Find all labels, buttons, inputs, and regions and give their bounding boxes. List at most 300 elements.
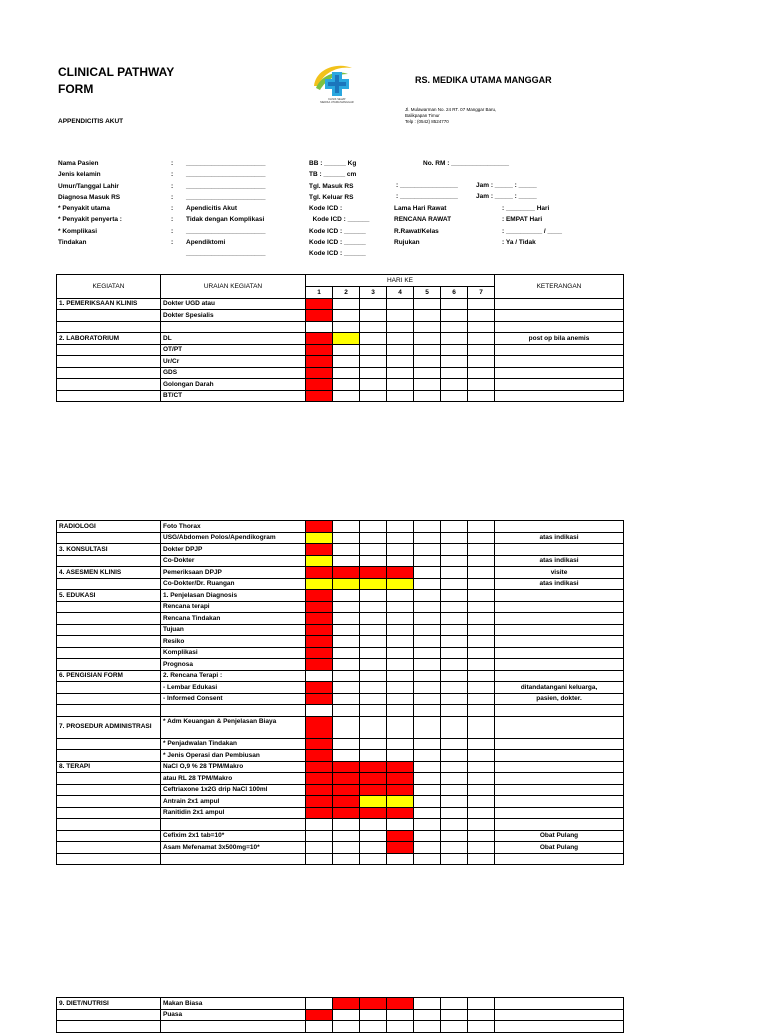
day-1-cell[interactable] bbox=[306, 544, 333, 556]
day-6-cell[interactable] bbox=[441, 390, 468, 402]
day-5-cell[interactable] bbox=[414, 784, 441, 796]
day-4-cell[interactable] bbox=[387, 819, 414, 831]
day-1-cell[interactable] bbox=[306, 379, 333, 391]
day-7-cell[interactable] bbox=[468, 773, 495, 785]
day-6-cell[interactable] bbox=[441, 544, 468, 556]
day-1-cell[interactable] bbox=[306, 567, 333, 579]
day-7-cell[interactable] bbox=[468, 390, 495, 402]
day-2-cell[interactable] bbox=[333, 636, 360, 648]
day-2-cell[interactable] bbox=[333, 532, 360, 544]
day-4-cell[interactable] bbox=[387, 842, 414, 854]
day-4-cell[interactable] bbox=[387, 807, 414, 819]
day-1-cell[interactable] bbox=[306, 682, 333, 694]
day-3-cell[interactable] bbox=[360, 1021, 387, 1033]
day-3-cell[interactable] bbox=[360, 853, 387, 865]
day-5-cell[interactable] bbox=[414, 1009, 441, 1021]
patient-field[interactable]: Kode ICD : ______ bbox=[309, 227, 366, 235]
day-3-cell[interactable] bbox=[360, 784, 387, 796]
patient-value[interactable]: ______________________ bbox=[186, 227, 266, 235]
day-3-cell[interactable] bbox=[360, 796, 387, 808]
day-2-cell[interactable] bbox=[333, 1009, 360, 1021]
day-7-cell[interactable] bbox=[468, 830, 495, 842]
day-4-cell[interactable] bbox=[387, 636, 414, 648]
day-4-cell[interactable] bbox=[387, 784, 414, 796]
day-3-cell[interactable] bbox=[360, 356, 387, 368]
day-1-cell[interactable] bbox=[306, 624, 333, 636]
day-6-cell[interactable] bbox=[441, 738, 468, 750]
day-5-cell[interactable] bbox=[414, 716, 441, 738]
day-5-cell[interactable] bbox=[414, 659, 441, 671]
day-7-cell[interactable] bbox=[468, 682, 495, 694]
day-7-cell[interactable] bbox=[468, 532, 495, 544]
day-5-cell[interactable] bbox=[414, 796, 441, 808]
day-6-cell[interactable] bbox=[441, 807, 468, 819]
day-5-cell[interactable] bbox=[414, 624, 441, 636]
day-4-cell[interactable] bbox=[387, 647, 414, 659]
day-5-cell[interactable] bbox=[414, 590, 441, 602]
day-5-cell[interactable] bbox=[414, 682, 441, 694]
patient-field[interactable]: Kode ICD : ______ bbox=[309, 250, 366, 258]
day-6-cell[interactable] bbox=[441, 853, 468, 865]
day-1-cell[interactable] bbox=[306, 555, 333, 567]
patient-field[interactable]: Tgl. Keluar RS bbox=[309, 193, 354, 201]
day-6-cell[interactable] bbox=[441, 333, 468, 345]
day-3-cell[interactable] bbox=[360, 670, 387, 682]
day-6-cell[interactable] bbox=[441, 750, 468, 762]
day-3-cell[interactable] bbox=[360, 636, 387, 648]
day-5-cell[interactable] bbox=[414, 356, 441, 368]
day-6-cell[interactable] bbox=[441, 682, 468, 694]
day-3-cell[interactable] bbox=[360, 682, 387, 694]
patient-value[interactable]: ______________________ bbox=[186, 193, 266, 201]
day-2-cell[interactable] bbox=[333, 693, 360, 705]
day-2-cell[interactable] bbox=[333, 659, 360, 671]
day-3-cell[interactable] bbox=[360, 647, 387, 659]
day-5-cell[interactable] bbox=[414, 544, 441, 556]
day-1-cell[interactable] bbox=[306, 761, 333, 773]
patient-value[interactable]: Tidak dengan Komplikasi bbox=[186, 216, 265, 224]
day-1-cell[interactable] bbox=[306, 390, 333, 402]
patient-value[interactable]: ______________________ bbox=[186, 182, 266, 190]
day-5-cell[interactable] bbox=[414, 636, 441, 648]
day-4-cell[interactable] bbox=[387, 750, 414, 762]
day-1-cell[interactable] bbox=[306, 601, 333, 613]
day-7-cell[interactable] bbox=[468, 344, 495, 356]
day-4-cell[interactable] bbox=[387, 521, 414, 533]
day-4-cell[interactable] bbox=[387, 613, 414, 625]
date-field[interactable]: : ________________ bbox=[396, 182, 458, 189]
day-7-cell[interactable] bbox=[468, 842, 495, 854]
day-6-cell[interactable] bbox=[441, 532, 468, 544]
day-6-cell[interactable] bbox=[441, 659, 468, 671]
date-field[interactable]: : ________________ bbox=[396, 193, 458, 201]
day-4-cell[interactable] bbox=[387, 390, 414, 402]
day-7-cell[interactable] bbox=[468, 624, 495, 636]
day-1-cell[interactable] bbox=[306, 738, 333, 750]
day-4-cell[interactable] bbox=[387, 298, 414, 310]
day-2-cell[interactable] bbox=[333, 773, 360, 785]
day-2-cell[interactable] bbox=[333, 830, 360, 842]
day-1-cell[interactable] bbox=[306, 590, 333, 602]
day-5-cell[interactable] bbox=[414, 390, 441, 402]
day-6-cell[interactable] bbox=[441, 784, 468, 796]
day-5-cell[interactable] bbox=[414, 333, 441, 345]
day-3-cell[interactable] bbox=[360, 761, 387, 773]
day-1-cell[interactable] bbox=[306, 998, 333, 1010]
day-2-cell[interactable] bbox=[333, 670, 360, 682]
day-7-cell[interactable] bbox=[468, 693, 495, 705]
day-4-cell[interactable] bbox=[387, 682, 414, 694]
day-2-cell[interactable] bbox=[333, 555, 360, 567]
day-5-cell[interactable] bbox=[414, 601, 441, 613]
day-4-cell[interactable] bbox=[387, 321, 414, 333]
day-2-cell[interactable] bbox=[333, 356, 360, 368]
day-7-cell[interactable] bbox=[468, 590, 495, 602]
day-1-cell[interactable] bbox=[306, 842, 333, 854]
day-4-cell[interactable] bbox=[387, 367, 414, 379]
day-2-cell[interactable] bbox=[333, 367, 360, 379]
day-1-cell[interactable] bbox=[306, 356, 333, 368]
day-1-cell[interactable] bbox=[306, 532, 333, 544]
day-6-cell[interactable] bbox=[441, 761, 468, 773]
day-4-cell[interactable] bbox=[387, 1009, 414, 1021]
day-2-cell[interactable] bbox=[333, 705, 360, 717]
day-6-cell[interactable] bbox=[441, 578, 468, 590]
day-2-cell[interactable] bbox=[333, 390, 360, 402]
day-3-cell[interactable] bbox=[360, 367, 387, 379]
day-2-cell[interactable] bbox=[333, 624, 360, 636]
day-5-cell[interactable] bbox=[414, 521, 441, 533]
day-2-cell[interactable] bbox=[333, 716, 360, 738]
day-6-cell[interactable] bbox=[441, 796, 468, 808]
day-2-cell[interactable] bbox=[333, 578, 360, 590]
day-5-cell[interactable] bbox=[414, 819, 441, 831]
day-1-cell[interactable] bbox=[306, 830, 333, 842]
patient-value[interactable]: ______________________ bbox=[186, 160, 266, 167]
day-7-cell[interactable] bbox=[468, 705, 495, 717]
day-6-cell[interactable] bbox=[441, 716, 468, 738]
day-3-cell[interactable] bbox=[360, 333, 387, 345]
day-4-cell[interactable] bbox=[387, 532, 414, 544]
day-2-cell[interactable] bbox=[333, 998, 360, 1010]
day-2-cell[interactable] bbox=[333, 601, 360, 613]
day-6-cell[interactable] bbox=[441, 624, 468, 636]
day-7-cell[interactable] bbox=[468, 784, 495, 796]
day-6-cell[interactable] bbox=[441, 613, 468, 625]
day-4-cell[interactable] bbox=[387, 670, 414, 682]
day-4-cell[interactable] bbox=[387, 830, 414, 842]
day-1-cell[interactable] bbox=[306, 344, 333, 356]
day-3-cell[interactable] bbox=[360, 521, 387, 533]
day-3-cell[interactable] bbox=[360, 830, 387, 842]
day-3-cell[interactable] bbox=[360, 750, 387, 762]
day-1-cell[interactable] bbox=[306, 705, 333, 717]
day-2-cell[interactable] bbox=[333, 784, 360, 796]
day-5-cell[interactable] bbox=[414, 555, 441, 567]
day-2-cell[interactable] bbox=[333, 333, 360, 345]
day-7-cell[interactable] bbox=[468, 613, 495, 625]
day-1-cell[interactable] bbox=[306, 773, 333, 785]
day-7-cell[interactable] bbox=[468, 670, 495, 682]
day-6-cell[interactable] bbox=[441, 521, 468, 533]
day-4-cell[interactable] bbox=[387, 544, 414, 556]
day-5-cell[interactable] bbox=[414, 379, 441, 391]
day-3-cell[interactable] bbox=[360, 578, 387, 590]
stay-value[interactable]: : Ya / Tidak bbox=[502, 238, 536, 246]
day-7-cell[interactable] bbox=[468, 796, 495, 808]
day-4-cell[interactable] bbox=[387, 716, 414, 738]
day-1-cell[interactable] bbox=[306, 670, 333, 682]
day-7-cell[interactable] bbox=[468, 367, 495, 379]
day-5-cell[interactable] bbox=[414, 761, 441, 773]
day-4-cell[interactable] bbox=[387, 310, 414, 322]
time-field[interactable]: Jam : _____ : _____ bbox=[476, 193, 537, 201]
day-4-cell[interactable] bbox=[387, 333, 414, 345]
day-5-cell[interactable] bbox=[414, 310, 441, 322]
day-6-cell[interactable] bbox=[441, 601, 468, 613]
day-6-cell[interactable] bbox=[441, 773, 468, 785]
day-4-cell[interactable] bbox=[387, 379, 414, 391]
day-1-cell[interactable] bbox=[306, 298, 333, 310]
day-3-cell[interactable] bbox=[360, 321, 387, 333]
day-7-cell[interactable] bbox=[468, 521, 495, 533]
day-2-cell[interactable] bbox=[333, 298, 360, 310]
patient-value[interactable]: ______________________ bbox=[186, 171, 266, 179]
day-4-cell[interactable] bbox=[387, 998, 414, 1010]
patient-field[interactable]: Kode ICD : ______ bbox=[309, 239, 366, 247]
day-2-cell[interactable] bbox=[333, 807, 360, 819]
day-6-cell[interactable] bbox=[441, 298, 468, 310]
day-1-cell[interactable] bbox=[306, 819, 333, 831]
day-1-cell[interactable] bbox=[306, 521, 333, 533]
day-5-cell[interactable] bbox=[414, 842, 441, 854]
day-4-cell[interactable] bbox=[387, 761, 414, 773]
day-5-cell[interactable] bbox=[414, 298, 441, 310]
day-3-cell[interactable] bbox=[360, 819, 387, 831]
day-3-cell[interactable] bbox=[360, 601, 387, 613]
day-4-cell[interactable] bbox=[387, 693, 414, 705]
day-3-cell[interactable] bbox=[360, 298, 387, 310]
day-2-cell[interactable] bbox=[333, 738, 360, 750]
day-2-cell[interactable] bbox=[333, 613, 360, 625]
day-3-cell[interactable] bbox=[360, 705, 387, 717]
day-4-cell[interactable] bbox=[387, 555, 414, 567]
day-6-cell[interactable] bbox=[441, 567, 468, 579]
day-4-cell[interactable] bbox=[387, 738, 414, 750]
day-6-cell[interactable] bbox=[441, 693, 468, 705]
day-3-cell[interactable] bbox=[360, 842, 387, 854]
day-7-cell[interactable] bbox=[468, 333, 495, 345]
day-4-cell[interactable] bbox=[387, 659, 414, 671]
day-3-cell[interactable] bbox=[360, 310, 387, 322]
day-3-cell[interactable] bbox=[360, 693, 387, 705]
day-5-cell[interactable] bbox=[414, 998, 441, 1010]
day-7-cell[interactable] bbox=[468, 310, 495, 322]
day-5-cell[interactable] bbox=[414, 807, 441, 819]
day-2-cell[interactable] bbox=[333, 647, 360, 659]
day-2-cell[interactable] bbox=[333, 682, 360, 694]
day-7-cell[interactable] bbox=[468, 716, 495, 738]
day-1-cell[interactable] bbox=[306, 693, 333, 705]
patient-value[interactable]: Apendiktomi bbox=[186, 239, 226, 247]
day-3-cell[interactable] bbox=[360, 738, 387, 750]
day-2-cell[interactable] bbox=[333, 521, 360, 533]
day-3-cell[interactable] bbox=[360, 390, 387, 402]
day-1-cell[interactable] bbox=[306, 1009, 333, 1021]
stay-value[interactable]: : __________ / ____ bbox=[502, 227, 562, 235]
day-6-cell[interactable] bbox=[441, 705, 468, 717]
no-rm-field[interactable]: No. RM : ________________ bbox=[423, 160, 510, 167]
day-1-cell[interactable] bbox=[306, 784, 333, 796]
day-5-cell[interactable] bbox=[414, 773, 441, 785]
day-2-cell[interactable] bbox=[333, 796, 360, 808]
day-2-cell[interactable] bbox=[333, 544, 360, 556]
day-4-cell[interactable] bbox=[387, 590, 414, 602]
day-6-cell[interactable] bbox=[441, 1009, 468, 1021]
day-3-cell[interactable] bbox=[360, 544, 387, 556]
day-6-cell[interactable] bbox=[441, 356, 468, 368]
day-6-cell[interactable] bbox=[441, 379, 468, 391]
day-1-cell[interactable] bbox=[306, 310, 333, 322]
day-4-cell[interactable] bbox=[387, 773, 414, 785]
day-6-cell[interactable] bbox=[441, 842, 468, 854]
day-7-cell[interactable] bbox=[468, 555, 495, 567]
day-7-cell[interactable] bbox=[468, 298, 495, 310]
day-2-cell[interactable] bbox=[333, 819, 360, 831]
patient-field[interactable]: Kode ICD : bbox=[309, 205, 343, 213]
patient-field[interactable]: BB : ______ Kg bbox=[309, 160, 357, 167]
day-1-cell[interactable] bbox=[306, 613, 333, 625]
day-5-cell[interactable] bbox=[414, 532, 441, 544]
patient-field[interactable]: Kode ICD : ______ bbox=[309, 216, 370, 224]
day-3-cell[interactable] bbox=[360, 807, 387, 819]
day-1-cell[interactable] bbox=[306, 1021, 333, 1033]
day-1-cell[interactable] bbox=[306, 367, 333, 379]
day-3-cell[interactable] bbox=[360, 590, 387, 602]
day-7-cell[interactable] bbox=[468, 647, 495, 659]
day-7-cell[interactable] bbox=[468, 321, 495, 333]
day-5-cell[interactable] bbox=[414, 705, 441, 717]
day-5-cell[interactable] bbox=[414, 613, 441, 625]
stay-value[interactable]: : EMPAT Hari bbox=[502, 216, 543, 224]
day-3-cell[interactable] bbox=[360, 613, 387, 625]
day-6-cell[interactable] bbox=[441, 670, 468, 682]
day-2-cell[interactable] bbox=[333, 842, 360, 854]
day-4-cell[interactable] bbox=[387, 705, 414, 717]
day-7-cell[interactable] bbox=[468, 1009, 495, 1021]
day-1-cell[interactable] bbox=[306, 807, 333, 819]
patient-field[interactable]: TB : ______ cm bbox=[309, 171, 357, 179]
day-2-cell[interactable] bbox=[333, 344, 360, 356]
day-6-cell[interactable] bbox=[441, 321, 468, 333]
time-field[interactable]: Jam : _____ : _____ bbox=[476, 182, 537, 189]
day-3-cell[interactable] bbox=[360, 555, 387, 567]
day-7-cell[interactable] bbox=[468, 659, 495, 671]
day-7-cell[interactable] bbox=[468, 578, 495, 590]
stay-value[interactable]: : ________ Hari bbox=[502, 205, 550, 212]
day-7-cell[interactable] bbox=[468, 750, 495, 762]
day-7-cell[interactable] bbox=[468, 1021, 495, 1033]
day-5-cell[interactable] bbox=[414, 830, 441, 842]
day-7-cell[interactable] bbox=[468, 636, 495, 648]
day-4-cell[interactable] bbox=[387, 567, 414, 579]
day-2-cell[interactable] bbox=[333, 567, 360, 579]
day-5-cell[interactable] bbox=[414, 647, 441, 659]
day-5-cell[interactable] bbox=[414, 738, 441, 750]
day-6-cell[interactable] bbox=[441, 367, 468, 379]
day-5-cell[interactable] bbox=[414, 344, 441, 356]
day-4-cell[interactable] bbox=[387, 796, 414, 808]
day-6-cell[interactable] bbox=[441, 830, 468, 842]
day-3-cell[interactable] bbox=[360, 624, 387, 636]
day-3-cell[interactable] bbox=[360, 344, 387, 356]
patient-field[interactable]: Tgl. Masuk RS bbox=[309, 182, 354, 190]
day-4-cell[interactable] bbox=[387, 356, 414, 368]
day-4-cell[interactable] bbox=[387, 1021, 414, 1033]
patient-value[interactable]: Apendicitis Akut bbox=[186, 205, 238, 213]
day-1-cell[interactable] bbox=[306, 647, 333, 659]
day-7-cell[interactable] bbox=[468, 379, 495, 391]
day-5-cell[interactable] bbox=[414, 750, 441, 762]
day-7-cell[interactable] bbox=[468, 356, 495, 368]
day-6-cell[interactable] bbox=[441, 998, 468, 1010]
day-1-cell[interactable] bbox=[306, 578, 333, 590]
day-1-cell[interactable] bbox=[306, 636, 333, 648]
day-4-cell[interactable] bbox=[387, 344, 414, 356]
day-6-cell[interactable] bbox=[441, 344, 468, 356]
day-3-cell[interactable] bbox=[360, 716, 387, 738]
day-2-cell[interactable] bbox=[333, 750, 360, 762]
day-4-cell[interactable] bbox=[387, 601, 414, 613]
day-1-cell[interactable] bbox=[306, 853, 333, 865]
day-5-cell[interactable] bbox=[414, 1021, 441, 1033]
day-3-cell[interactable] bbox=[360, 532, 387, 544]
patient-value[interactable]: ______________________ bbox=[186, 250, 266, 258]
day-7-cell[interactable] bbox=[468, 738, 495, 750]
day-3-cell[interactable] bbox=[360, 998, 387, 1010]
day-5-cell[interactable] bbox=[414, 367, 441, 379]
day-3-cell[interactable] bbox=[360, 379, 387, 391]
day-6-cell[interactable] bbox=[441, 647, 468, 659]
day-4-cell[interactable] bbox=[387, 853, 414, 865]
day-7-cell[interactable] bbox=[468, 601, 495, 613]
day-1-cell[interactable] bbox=[306, 716, 333, 738]
day-3-cell[interactable] bbox=[360, 567, 387, 579]
day-2-cell[interactable] bbox=[333, 853, 360, 865]
day-7-cell[interactable] bbox=[468, 853, 495, 865]
day-7-cell[interactable] bbox=[468, 567, 495, 579]
day-4-cell[interactable] bbox=[387, 624, 414, 636]
day-7-cell[interactable] bbox=[468, 544, 495, 556]
day-5-cell[interactable] bbox=[414, 567, 441, 579]
day-7-cell[interactable] bbox=[468, 998, 495, 1010]
day-2-cell[interactable] bbox=[333, 321, 360, 333]
day-3-cell[interactable] bbox=[360, 773, 387, 785]
day-1-cell[interactable] bbox=[306, 796, 333, 808]
day-5-cell[interactable] bbox=[414, 853, 441, 865]
day-6-cell[interactable] bbox=[441, 819, 468, 831]
day-1-cell[interactable] bbox=[306, 333, 333, 345]
day-1-cell[interactable] bbox=[306, 659, 333, 671]
day-1-cell[interactable] bbox=[306, 321, 333, 333]
day-3-cell[interactable] bbox=[360, 1009, 387, 1021]
day-5-cell[interactable] bbox=[414, 578, 441, 590]
day-4-cell[interactable] bbox=[387, 578, 414, 590]
day-2-cell[interactable] bbox=[333, 379, 360, 391]
day-5-cell[interactable] bbox=[414, 321, 441, 333]
day-5-cell[interactable] bbox=[414, 693, 441, 705]
day-2-cell[interactable] bbox=[333, 1021, 360, 1033]
